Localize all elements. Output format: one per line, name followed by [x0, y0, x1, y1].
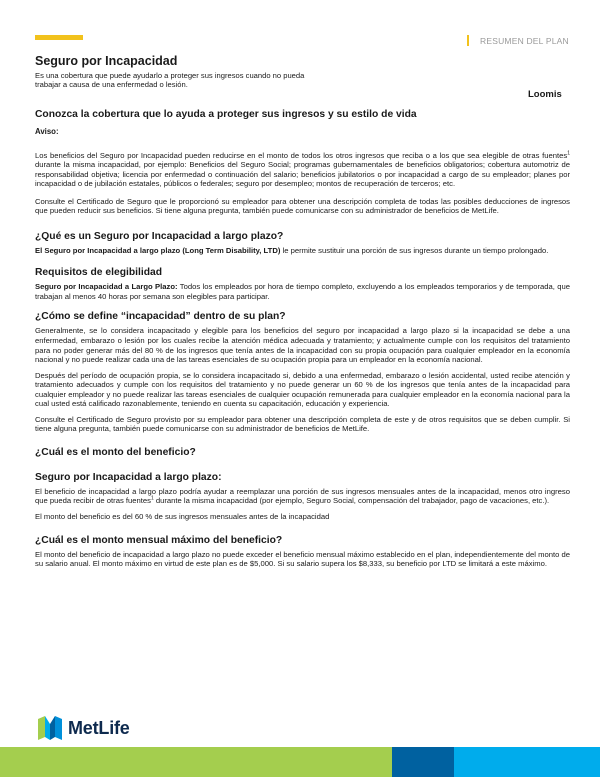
- footnote-ref: 1: [567, 150, 570, 156]
- eligibility-heading: Requisitos de elegibilidad: [35, 267, 163, 279]
- coverage-heading: Conozca la cobertura que lo ayuda a proteger sus ingresos y su estilo de vida: [35, 109, 417, 120]
- page-title: Seguro por Incapacidad: [35, 54, 178, 68]
- definition-heading: ¿Cómo se define “incapacidad” dentro de su plan?: [35, 311, 286, 323]
- header-label: RESUMEN DEL PLAN: [480, 36, 569, 46]
- definition-paragraph-1: Generalmente, se lo considera incapacitado y elegible para los beneficios del seguro por incapacidad a largo plazo si la incapacidad se debe a una enfermedad, embarazo o lesión por los cuales recibe la atención médica adecuada y tratamiento; y actualmente cumple con los requisitos del tratamiento para no poder generar más del 80 % de los ingresos que tenía antes de la incapacidad con su propia ocupación para cualquier empleador en la economía nacional y no puede realizar cada una de las tareas esenciales de su ocupación propia para un empleador en la economía nacional.: [35, 326, 570, 365]
- ltd-paragraph: [35, 246, 570, 256]
- amount-text-a: El beneficio de incapacidad a largo plazo podría ayudar a reemplazar una porción de sus ingresos mensuales antes de la incapacidad, menos otro ingreso que pueda recibir de otras fuentes: [35, 486, 570, 506]
- definition-paragraph-3: Consulte el Certificado de Seguro provisto por su empleador para obtener una descripción completa de este y de otros requisitos que se deben cumplir. Si tiene alguna pregunta, también puede comunicarse con su administrador de beneficios de MetLife.: [35, 414, 570, 434]
- deductions-paragraph: [35, 151, 570, 189]
- eligibility-label: Seguro por Incapacidad a Largo Plazo:: [35, 282, 178, 292]
- deductions-text-b: durante la misma incapacidad, por ejemplo: Beneficios del Seguro Social; programas gubernamentales de beneficios obligatorios; cobertura automotriz de responsabilidad objetiva; licencia por enfermedad o continuación del salario; beneficios jubilatorios o por incapacidad a cargo de su empleador; planes por incapacidad o de jubilación estatales, públicos o federales; seguro por desempleo; montos de recuperación de terceros; etc.: [35, 160, 570, 189]
- header-divider: [467, 35, 469, 46]
- ltd-label: El Seguro por Incapacidad a largo plazo (Long Term Disability, LTD): [35, 245, 281, 255]
- metlife-m-icon: [38, 716, 62, 740]
- certificate-paragraph: Consulte el Certificado de Seguro que le proporcionó su empleador para obtener una descripción completa de todas las posibles deducciones de ingresos que pueden reducir sus beneficios. Si tiene alguna pregunta, también puede comunicarse con su administrador de beneficios de MetLife.: [35, 196, 570, 216]
- intro-text: Es una cobertura que puede ayudarlo a proteger sus ingresos cuando no pueda trabajar a causa de una enfermedad o lesión.: [35, 71, 305, 90]
- amount-text-b: durante la misma incapacidad (por ejemplo, Seguro Social, compensación del trabajador, pago de vacaciones, etc.).: [153, 496, 550, 506]
- footer-color-band: [0, 747, 600, 777]
- footer-band-blue: [454, 747, 600, 777]
- footer-band-navy: [392, 747, 454, 777]
- metlife-logo: [38, 716, 130, 740]
- amount-subheading: Seguro por Incapacidad a largo plazo:: [35, 471, 222, 483]
- definition-paragraph-2: Después del período de ocupación propia, se lo considera incapacitado si, debido a una enfermedad, embarazo o lesión accidental, usted recibe atención y tratamiento adecuados y cumple con los requisitos del tratamiento y no puede generar un 60 % de los ingresos que tenía antes de la incapacidad para cualquier empleador y no puede realizar las tareas esenciales de cualquier ocupación remunerada para cualquier empleador en la economía nacional para la cual usted está calificado razonablemente, teniendo en cuenta su capacitación, educación y experiencia.: [35, 370, 570, 409]
- amount-paragraph-2: El monto del beneficio es del 60 % de sus ingresos mensuales antes de la incapacidad: [35, 512, 330, 522]
- max-paragraph: El monto del beneficio de incapacidad a largo plazo no puede exceder el beneficio mensual máximo establecido en el plan, independientemente del monto de su salario anual. El monto máximo en virtud de este plan es de $5,000. Si su salario supera los $8,333, su beneficio por LTD se limitará a este máximo.: [35, 549, 570, 569]
- eligibility-text: Todos los empleados por hora de tiempo completo, excluyendo a los empleados temporarios y de temporada, que trabajan al menos 40 horas por semana son elegibles para participar.: [35, 282, 570, 301]
- footnote-ref: 1: [150, 495, 154, 502]
- amount-heading: ¿Cuál es el monto del beneficio?: [35, 446, 196, 458]
- ltd-text: le permite sustituir una porción de sus ingresos durante un tiempo prolongado.: [280, 245, 549, 255]
- max-heading: ¿Cuál es el monto mensual máximo del beneficio?: [35, 534, 283, 546]
- amount-paragraph-1: [35, 487, 570, 506]
- eligibility-paragraph: [35, 282, 570, 301]
- logo-text: MetLife: [68, 717, 130, 738]
- main-content: [35, 108, 570, 577]
- deductions-text-a: Los beneficios del Seguro por Incapacidad pueden reducirse en el monto de todos los otros ingresos que reciba o a los que sea elegible de otras fuentes: [35, 150, 568, 160]
- footer-band-green: [0, 747, 392, 777]
- notice-label: Aviso:: [35, 127, 59, 136]
- employer-name: Loomis: [528, 89, 562, 100]
- ltd-heading: ¿Qué es un Seguro por Incapacidad a largo plazo?: [35, 230, 284, 242]
- accent-bar: [35, 35, 83, 40]
